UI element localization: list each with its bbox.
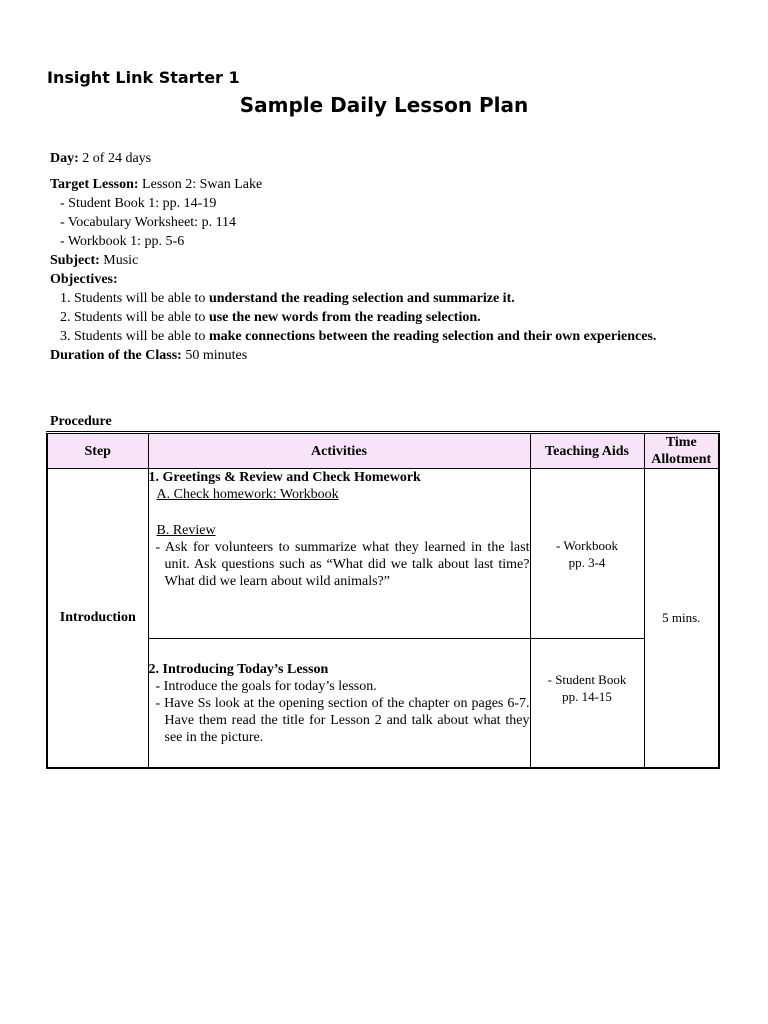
duration-label: Duration of the Class: — [50, 348, 182, 363]
header-step: Step — [47, 433, 148, 469]
procedure-heading — [47, 412, 721, 431]
objective-item: 3. Students will be able to make connections between the reading selection and their own experiences. — [60, 329, 657, 344]
day-line — [47, 149, 721, 168]
subject-value: Music — [103, 253, 139, 268]
target-label: Target Lesson: — [50, 177, 139, 192]
objectives-label: Objectives: — [50, 272, 118, 287]
activity-title: 2. Introducing Today’s Lesson — [148, 662, 329, 677]
activity-item: - Have Ss look at the opening section of the chapter on pages 6-7. Have them read the title for Lesson 2 and talk about what they see in the picture. — [155, 696, 530, 745]
procedure-label: Procedure — [50, 414, 112, 429]
activity-subheading: B. Review — [156, 523, 216, 538]
material-item: - Student Book 1: pp. 14-19 — [60, 196, 217, 211]
time-cell: 5 mins. — [644, 469, 719, 768]
day-label: Day: — [50, 151, 79, 166]
activity-cell — [148, 639, 530, 768]
header-teaching-aids: Teaching Aids — [530, 433, 644, 469]
activity-title: 1. Greetings & Review and Check Homework — [148, 470, 421, 485]
header-activities: Activities — [148, 433, 530, 469]
teaching-aids-cell: - Student Book pp. 14-15 — [530, 639, 644, 768]
material-item: - Vocabulary Worksheet: p. 114 — [60, 215, 237, 230]
table-row — [47, 469, 719, 639]
page-title: Sample Daily Lesson Plan — [239, 93, 529, 117]
activity-item: - Ask for volunteers to summarize what they learned in the last unit. Ask questions such as “What did we talk about last time? What did we learn about wild animals?” — [155, 540, 530, 589]
activity-subheading: A. Check homework: Workbook — [156, 487, 339, 502]
activity-cell — [148, 469, 530, 639]
day-value: 2 of 24 days — [82, 151, 152, 166]
procedure-table — [46, 431, 720, 769]
objective-item: 1. Students will be able to understand the reading selection and summarize it. — [60, 291, 515, 306]
material-item: - Workbook 1: pp. 5-6 — [60, 234, 185, 249]
series-title: Insight Link Starter 1 — [47, 68, 240, 87]
teaching-aids-cell: - Workbook pp. 3-4 — [530, 469, 644, 639]
subject-label: Subject: — [50, 253, 100, 268]
table-header-row — [47, 433, 719, 469]
activity-item: - Introduce the goals for today’s lesson. — [155, 679, 377, 694]
target-value: Lesson 2: Swan Lake — [142, 177, 263, 192]
objective-item: 2. Students will be able to use the new words from the reading selection. — [60, 310, 481, 325]
duration-value: 50 minutes — [185, 348, 248, 363]
target-lesson-block — [47, 175, 721, 365]
step-cell: Introduction — [47, 469, 148, 768]
header-time-allotment: Time Allotment — [644, 433, 719, 469]
table-row — [47, 639, 719, 768]
